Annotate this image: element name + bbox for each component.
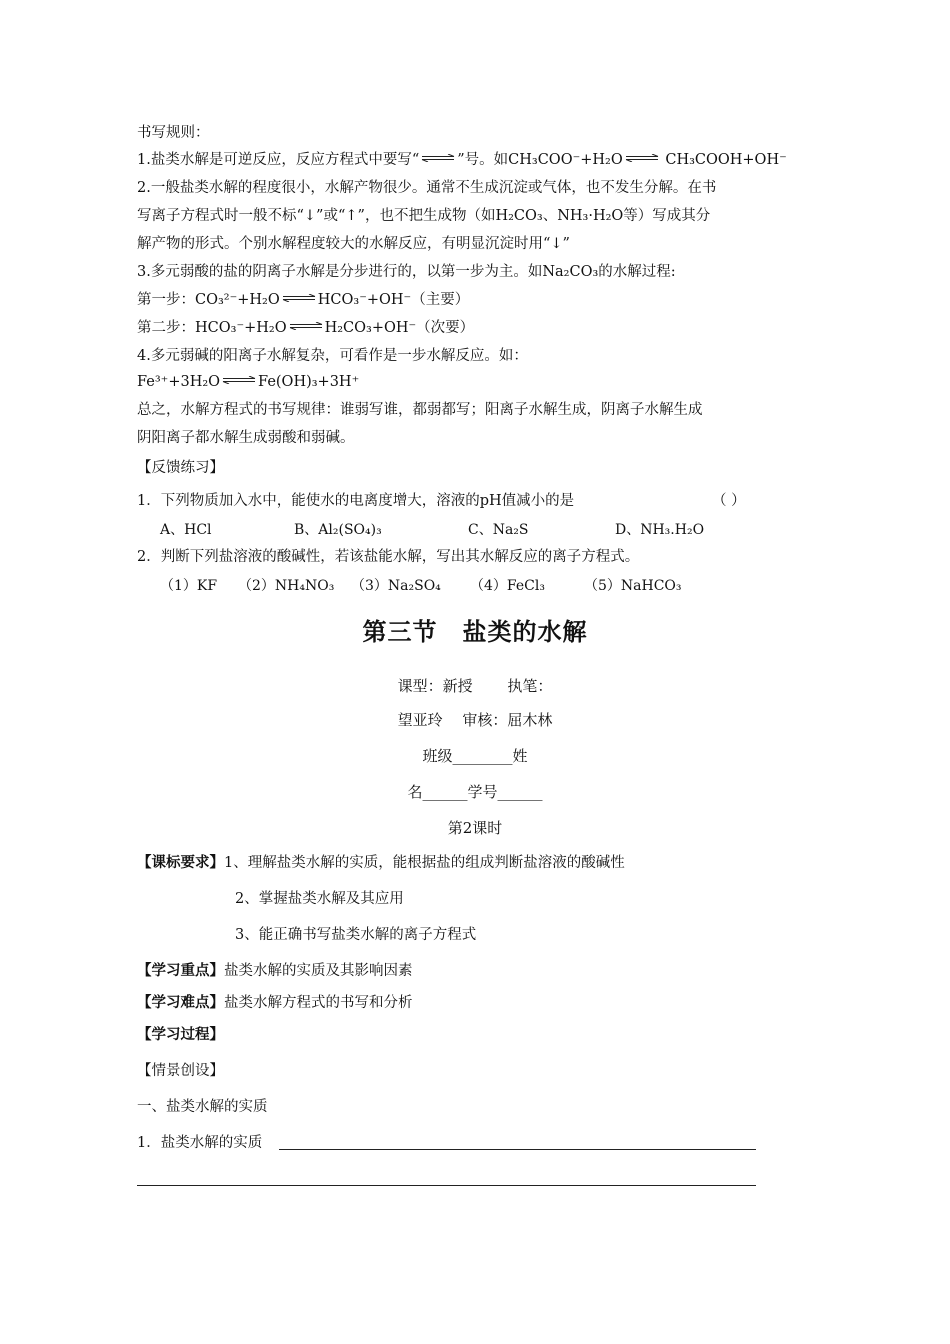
objective-1: 1、理解盐类水解的实质，能根据盐的组成判断盐溶液的酸碱性	[224, 855, 625, 871]
feedback-heading: 【反馈练习】	[137, 460, 224, 476]
equilibrium-arrow-icon	[282, 294, 316, 302]
equilibrium-arrow-icon	[421, 154, 455, 162]
section-title: 第三节 盐类的水解	[362, 618, 588, 646]
option-b: B、Al₂(SO₄)₃	[294, 522, 382, 538]
fe-equation-left: Fe³⁺+3H₂O	[137, 374, 221, 390]
step-2-right: H₂CO₃+OH⁻（次要）	[324, 320, 475, 336]
q2-item-2: （2）NH₄NO₃	[238, 578, 335, 594]
rules-heading: 书写规则：	[137, 125, 210, 141]
rule-1-text-b: ”号。如CH₃COO⁻+H₂O	[457, 152, 623, 168]
part-1-heading: 一、盐类水解的实质	[137, 1099, 268, 1115]
rule-2-line-2: 写离子方程式时一般不标“↓”或“↑”，也不把生成物（如H₂CO₃、NH₃·H₂O等）写成其分	[137, 208, 711, 224]
step-1	[137, 290, 469, 310]
equilibrium-arrow-icon	[625, 154, 659, 162]
step-2	[137, 318, 474, 338]
objective-3: 3、能正确书写盐类水解的离子方程式	[235, 927, 477, 943]
process-label: 【学习过程】	[137, 1027, 224, 1043]
info-course-type: 课型：新授 执笔：	[397, 677, 553, 695]
option-d: D、NH₃.H₂O	[615, 522, 705, 538]
objective-2: 2、掌握盐类水解及其应用	[235, 891, 404, 907]
info-name-number: 名______学号______	[407, 783, 543, 801]
key-point-label: 【学习重点】	[137, 963, 224, 979]
objectives-row-1	[137, 853, 625, 873]
fe-equation	[137, 372, 359, 392]
rule-1	[137, 150, 787, 170]
key-point-text: 盐类水解的实质及其影响因素	[224, 963, 413, 979]
q2-item-4: （4）FeCl₃	[470, 578, 545, 594]
difficulty-row	[137, 993, 413, 1013]
key-point-row	[137, 961, 413, 981]
info-class: 班级________姓	[422, 747, 528, 765]
q2-item-3: （3）Na₂SO₄	[351, 578, 441, 594]
q2-item-1: （1）KF	[160, 578, 218, 594]
rule-1-text-c: CH₃COOH+OH⁻	[660, 152, 787, 168]
scenario-label: 【情景创设】	[137, 1063, 224, 1079]
q2-item-5: （5）NaHCO₃	[584, 578, 682, 594]
answer-line	[137, 1185, 756, 1186]
step-2-left: 第二步：HCO₃⁻+H₂O	[137, 320, 287, 336]
question-1-answer-blank: （ ）	[712, 493, 746, 509]
summary-line-2: 阴阳离子都水解生成弱酸和弱碱。	[137, 430, 355, 446]
rule-3: 3.多元弱酸的盐的阴离子水解是分步进行的，以第一步为主。如Na₂CO₃的水解过程:	[137, 264, 676, 280]
part-1-item-1: 1．盐类水解的实质	[137, 1135, 263, 1151]
info-author: 望亚玲 审核：屈木林	[397, 711, 553, 729]
lesson-number: 第2课时	[447, 819, 503, 837]
rule-4: 4.多元弱碱的阳离子水解复杂，可看作是一步水解反应。如：	[137, 348, 528, 364]
rule-2-line-1: 2.一般盐类水解的程度很小，水解产物很少。通常不生成沉淀或气体，也不发生分解。在书	[137, 180, 717, 196]
rule-1-text-a: 1.盐类水解是可逆反应，反应方程式中要写“	[137, 152, 420, 168]
summary-line-1: 总之，水解方程式的书写规律：谁弱写谁，都弱都写；阳离子水解生成，阴离子水解生成	[137, 402, 703, 418]
question-1: 1．下列物质加入水中，能使水的电离度增大，溶液的pH值减小的是	[137, 493, 575, 509]
equilibrium-arrow-icon	[222, 376, 256, 384]
option-c: C、Na₂S	[468, 522, 529, 538]
difficulty-text: 盐类水解方程式的书写和分析	[224, 995, 413, 1011]
difficulty-label: 【学习难点】	[137, 995, 224, 1011]
objectives-label: 【课标要求】	[137, 855, 224, 871]
step-1-right: HCO₃⁻+OH⁻（主要）	[317, 292, 470, 308]
rule-2-line-3: 解产物的形式。个别水解程度较大的水解反应，有明显沉淀时用“↓”	[137, 236, 570, 252]
step-1-left: 第一步：CO₃²⁻+H₂O	[137, 292, 280, 308]
option-a: A、HCl	[160, 522, 212, 538]
fe-equation-right: Fe(OH)₃+3H⁺	[258, 374, 360, 390]
question-2: 2．判断下列盐溶液的酸碱性，若该盐能水解，写出其水解反应的离子方程式。	[137, 549, 640, 565]
equilibrium-arrow-icon	[289, 322, 323, 330]
answer-line	[279, 1149, 756, 1150]
